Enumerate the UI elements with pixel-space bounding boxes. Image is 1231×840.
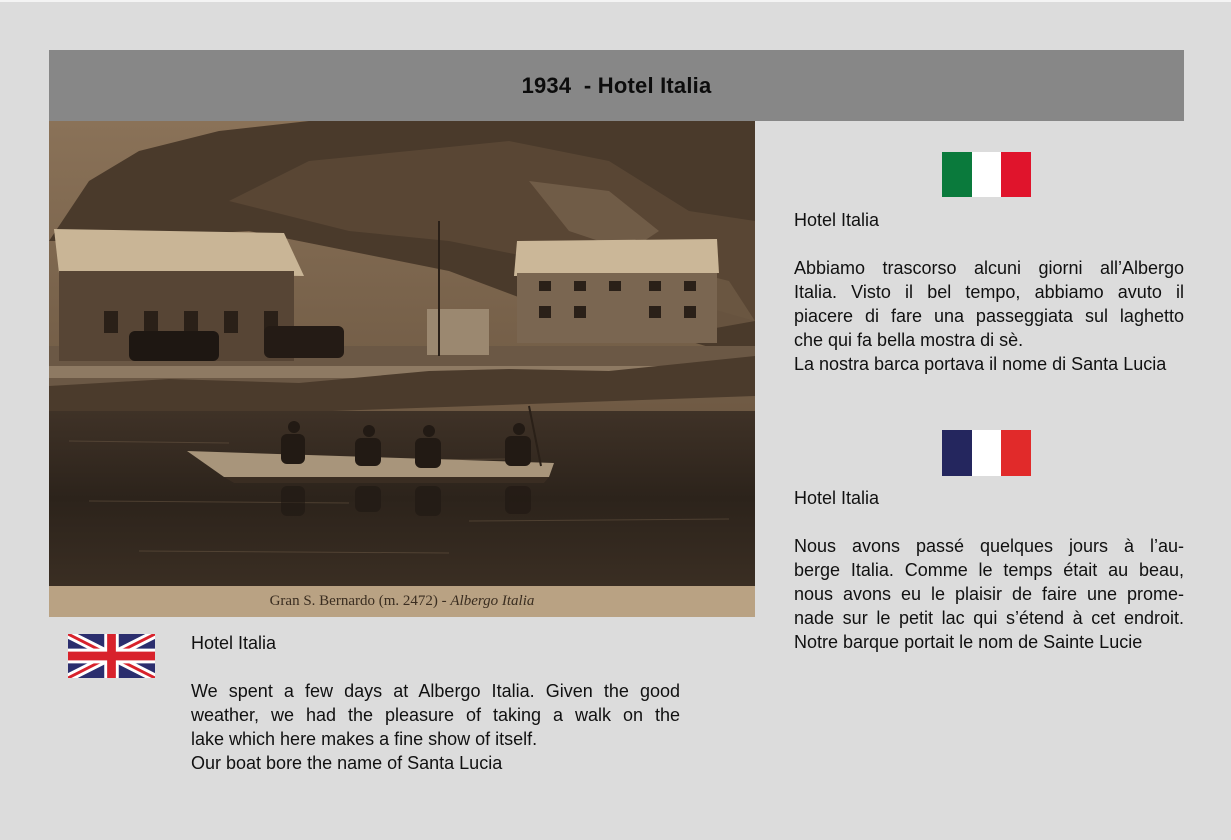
french-heading: Hotel Italia (794, 488, 880, 508)
french-paragraph (794, 534, 1184, 654)
italian-paragraph (794, 256, 1184, 376)
italian-text-block (794, 208, 1184, 376)
italian-line: piacere di fare una passeggiata sul laghetto (794, 306, 1184, 326)
french-line: Notre barque portait le nom de Sainte Lucie (794, 632, 1143, 652)
italian-line: che qui fa bella mostra di sè. (794, 330, 1024, 350)
postcard-caption (49, 586, 755, 617)
italy-flag-icon (942, 152, 1031, 197)
french-line: berge Italia. Comme le temps était au beau, (794, 560, 1184, 580)
caption-italic-text: Albergo Italia (450, 593, 535, 609)
french-line: nous avons eu le plaisir de faire une prome- (794, 584, 1184, 604)
english-heading: Hotel Italia (191, 633, 277, 653)
french-line: Nous avons passé quelques jours à l’au- (794, 536, 1184, 556)
title-bar (49, 50, 1184, 121)
postcard-photo (49, 121, 755, 617)
english-line: lake which here makes a fine show of itself. (191, 729, 538, 749)
english-paragraph (191, 679, 680, 775)
italian-line: Abbiamo trascorso alcuni giorni all’Albergo (794, 258, 1184, 278)
italian-heading: Hotel Italia (794, 210, 880, 230)
french-line: nade sur le petit lac qui s’étend à cet endroit. (794, 608, 1184, 628)
italian-line: Italia. Visto il bel tempo, abbiamo avuto il (794, 282, 1184, 302)
page-title: 1934 - Hotel Italia (521, 72, 712, 98)
italian-line: La nostra barca portava il nome di Santa Lucia (794, 354, 1167, 374)
uk-flag-icon (68, 634, 155, 678)
france-flag-icon (942, 430, 1031, 476)
english-line: weather, we had the pleasure of taking a walk on the (191, 705, 680, 725)
english-text-block (191, 631, 680, 775)
caption-text: Gran S. Bernardo (m. 2472) - (269, 593, 451, 609)
english-line: We spent a few days at Albergo Italia. Given the good (191, 681, 680, 701)
english-line: Our boat bore the name of Santa Lucia (191, 753, 503, 773)
postcard-illustration (49, 121, 755, 617)
french-text-block (794, 486, 1184, 654)
